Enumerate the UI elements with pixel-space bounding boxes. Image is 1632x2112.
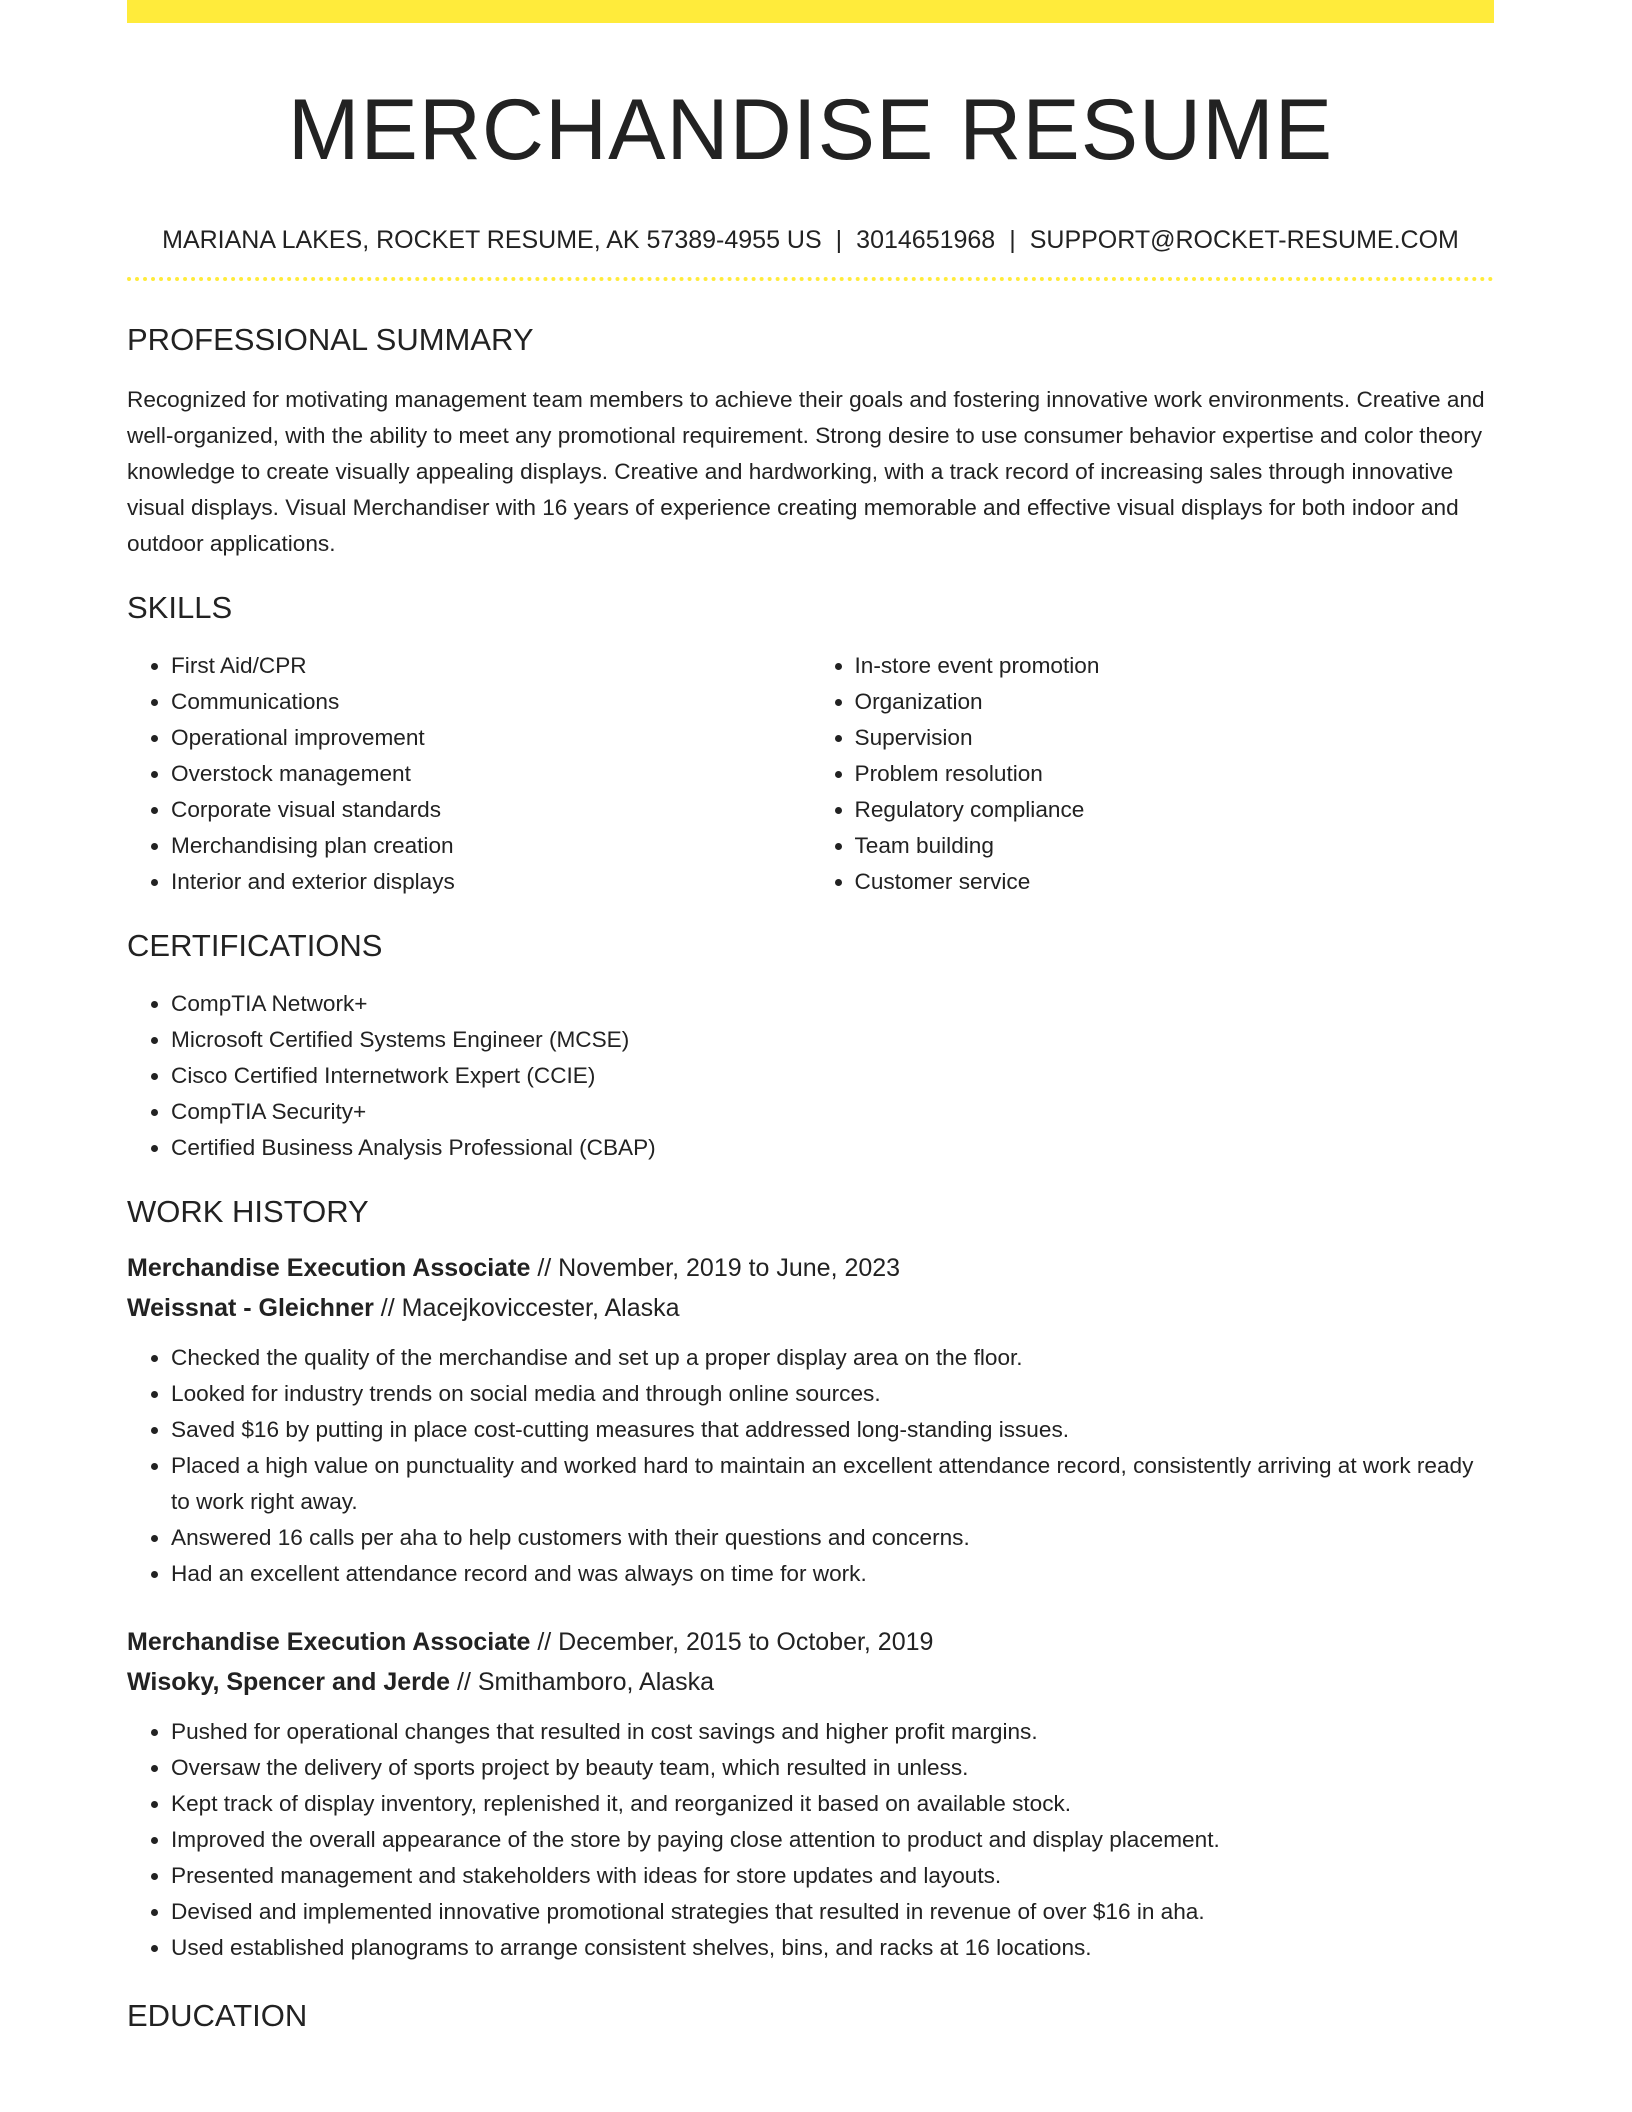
skill-item: • In-store event promotion <box>855 648 1495 684</box>
skill-item: • Corporate visual standards <box>171 792 811 828</box>
job-entry <box>127 1248 1494 1592</box>
job-role: Merchandise Execution Associate <box>127 1628 531 1656</box>
resume-content <box>127 0 1494 2036</box>
skill-item: • Team building <box>855 828 1495 864</box>
job-company-line <box>127 1288 1494 1328</box>
job-bullet: • Devised and implemented innovative promotional strategies that resulted in revenue of over $16 in aha. <box>171 1894 1494 1930</box>
job-bullet: • Oversaw the delivery of sports project by beauty team, which resulted in unless. <box>171 1750 1494 1786</box>
job-bullet: • Answered 16 calls per aha to help customers with their questions and concerns. <box>171 1520 1494 1556</box>
contact-address: MARIANA LAKES, ROCKET RESUME, AK 57389-4955 US <box>162 226 822 254</box>
contact-separator: | <box>835 226 843 254</box>
skill-item: • Merchandising plan creation <box>171 828 811 864</box>
job-company: Weissnat - Gleichner <box>127 1294 374 1322</box>
skills-heading: SKILLS <box>127 590 233 625</box>
job-bullet: • Had an excellent attendance record and was always on time for work. <box>171 1556 1494 1592</box>
certification-item: • Microsoft Certified Systems Engineer (MCSE) <box>171 1022 1494 1058</box>
contact-line <box>127 224 1494 256</box>
contact-email: SUPPORT@ROCKET-RESUME.COM <box>1029 226 1459 254</box>
certification-item: • Cisco Certified Internetwork Expert (CCIE) <box>171 1058 1494 1094</box>
job-bullet: • Looked for industry trends on social media and through online sources. <box>171 1376 1494 1412</box>
skill-item: • Organization <box>855 684 1495 720</box>
job-entry <box>127 1622 1494 1966</box>
skill-item: • Customer service <box>855 864 1495 900</box>
skill-item: • Overstock management <box>171 756 811 792</box>
resume-title: MERCHANDISE RESUME <box>287 82 1334 178</box>
summary-text: Recognized for motivating management team members to achieve their goals and fostering innovative work environments. Creative and well-organized, with the ability to meet any promotional requirement. Strong desire to use consumer behavior expertise and color theory knowledge to create visually appealing displays. Creative and hardworking, with a track record of increasing sales through innovative visual displays. Visual Merchandiser with 16 years of experience creating memorable and effective visual displays for both indoor and outdoor applications. <box>127 387 1485 556</box>
job-bullets <box>127 1340 1494 1592</box>
skill-item: • Supervision <box>855 720 1495 756</box>
summary-heading: PROFESSIONAL SUMMARY <box>127 322 534 357</box>
skills-list-left <box>127 648 811 900</box>
job-role-line <box>127 1622 1494 1662</box>
job-dates: // November, 2019 to June, 2023 <box>537 1254 901 1282</box>
job-location: // Macejkoviccester, Alaska <box>380 1294 680 1322</box>
job-company-line <box>127 1662 1494 1702</box>
skill-item: • Operational improvement <box>171 720 811 756</box>
skills-list-right <box>811 648 1495 900</box>
certification-item: • CompTIA Network+ <box>171 986 1494 1022</box>
job-bullets <box>127 1714 1494 1966</box>
job-company: Wisoky, Spencer and Jerde <box>127 1668 451 1696</box>
job-bullet: • Used established planograms to arrange consistent shelves, bins, and racks at 16 locations. <box>171 1930 1494 1966</box>
contact-phone: 3014651968 <box>856 226 996 254</box>
dotted-divider <box>127 277 1494 281</box>
skill-item: • First Aid/CPR <box>171 648 811 684</box>
skills-columns <box>127 648 1494 900</box>
certification-item: • CompTIA Security+ <box>171 1094 1494 1130</box>
certifications-list <box>127 986 1494 1166</box>
skill-item: • Communications <box>171 684 811 720</box>
job-role: Merchandise Execution Associate <box>127 1254 531 1282</box>
contact-separator: | <box>1009 226 1016 254</box>
job-dates: // December, 2015 to October, 2019 <box>537 1628 934 1656</box>
job-bullet: • Pushed for operational changes that resulted in cost savings and higher profit margins. <box>171 1714 1494 1750</box>
job-bullet: • Saved $16 by putting in place cost-cutting measures that addressed long-standing issues. <box>171 1412 1494 1448</box>
skill-item: • Interior and exterior displays <box>171 864 811 900</box>
job-bullet: • Placed a high value on punctuality and worked hard to maintain an excellent attendance record, consistently arriving at work ready to work right away. <box>171 1448 1494 1520</box>
certifications-heading: CERTIFICATIONS <box>127 928 383 963</box>
skill-item: • Regulatory compliance <box>855 792 1495 828</box>
education-heading: EDUCATION <box>127 1998 308 2033</box>
job-bullet: • Kept track of display inventory, replenished it, and reorganized it based on available stock. <box>171 1786 1494 1822</box>
job-role-line <box>127 1248 1494 1288</box>
certification-item: • Certified Business Analysis Professional (CBAP) <box>171 1130 1494 1166</box>
job-location: // Smithamboro, Alaska <box>457 1668 715 1696</box>
job-bullet: • Improved the overall appearance of the store by paying close attention to product and display placement. <box>171 1822 1494 1858</box>
job-bullet: • Presented management and stakeholders with ideas for store updates and layouts. <box>171 1858 1494 1894</box>
skill-item: • Problem resolution <box>855 756 1495 792</box>
job-bullet: • Checked the quality of the merchandise and set up a proper display area on the floor. <box>171 1340 1494 1376</box>
work-history-heading: WORK HISTORY <box>127 1194 369 1229</box>
